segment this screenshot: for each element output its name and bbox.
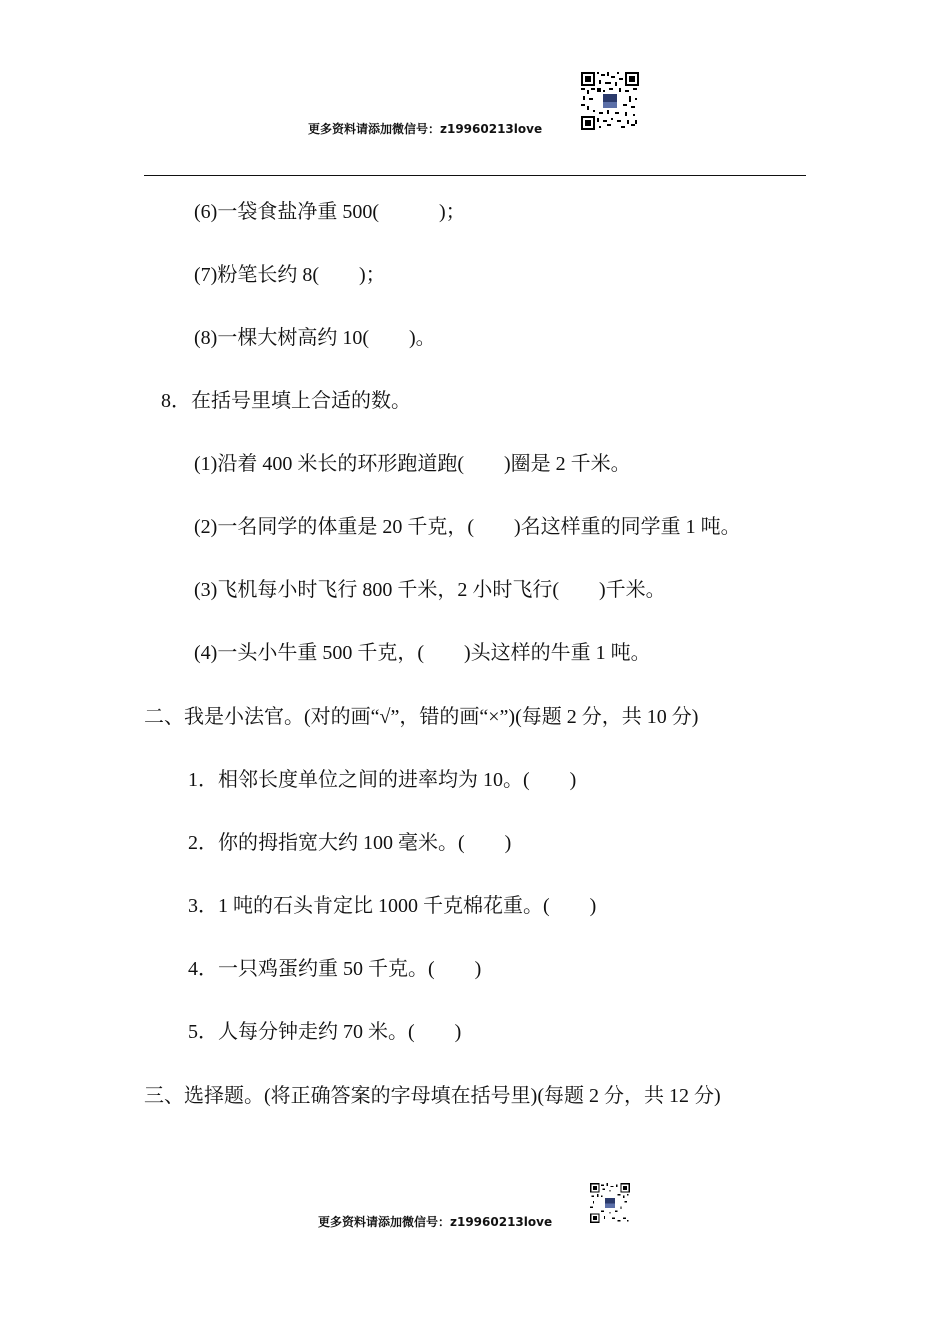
- footer-watermark: 更多资料请添加微信号：z19960213love: [318, 1215, 553, 1229]
- section-3-heading: 三、选择题。(将正确答案的字母填在括号里)(每题 2 分，共 12 分): [144, 1085, 721, 1107]
- question-7-item-6: (6)一袋食盐净重 500( )；: [194, 201, 466, 223]
- header-divider: [144, 175, 806, 176]
- question-8-item-1: (1)沿着 400 米长的环形跑道跑( )圈是 2 千米。: [194, 453, 631, 475]
- question-8-item-4: (4)一头小牛重 500 千克，( )头这样的牛重 1 吨。: [194, 642, 651, 664]
- question-8-item-3: (3)飞机每小时飞行 800 千米，2 小时飞行( )千米。: [194, 579, 666, 601]
- judge-item-2: 2．你的拇指宽大约 100 毫米。( ): [188, 832, 512, 854]
- question-7-item-8: (8)一棵大树高约 10( )。: [194, 327, 436, 349]
- judge-item-3: 3．1 吨的石头肯定比 1000 千克棉花重。( ): [188, 895, 597, 917]
- question-8-item-2: (2)一名同学的体重是 20 千克，( )名这样重的同学重 1 吨。: [194, 516, 741, 538]
- judge-item-1: 1．相邻长度单位之间的进率均为 10。( ): [188, 769, 577, 791]
- judge-item-4: 4．一只鸡蛋约重 50 千克。( ): [188, 958, 482, 980]
- question-7-item-7: (7)粉笔长约 8( )；: [194, 264, 386, 286]
- question-8-heading: 8．在括号里填上合适的数。: [161, 390, 411, 412]
- section-2-heading: 二、我是小法官。(对的画“√”，错的画“×”)(每题 2 分，共 10 分): [144, 706, 699, 728]
- qr-code-icon: [581, 72, 639, 130]
- judge-item-5: 5．人每分钟走约 70 米。( ): [188, 1021, 462, 1043]
- qr-code-icon: [590, 1183, 630, 1223]
- header-watermark: 更多资料请添加微信号：z19960213love: [308, 122, 543, 136]
